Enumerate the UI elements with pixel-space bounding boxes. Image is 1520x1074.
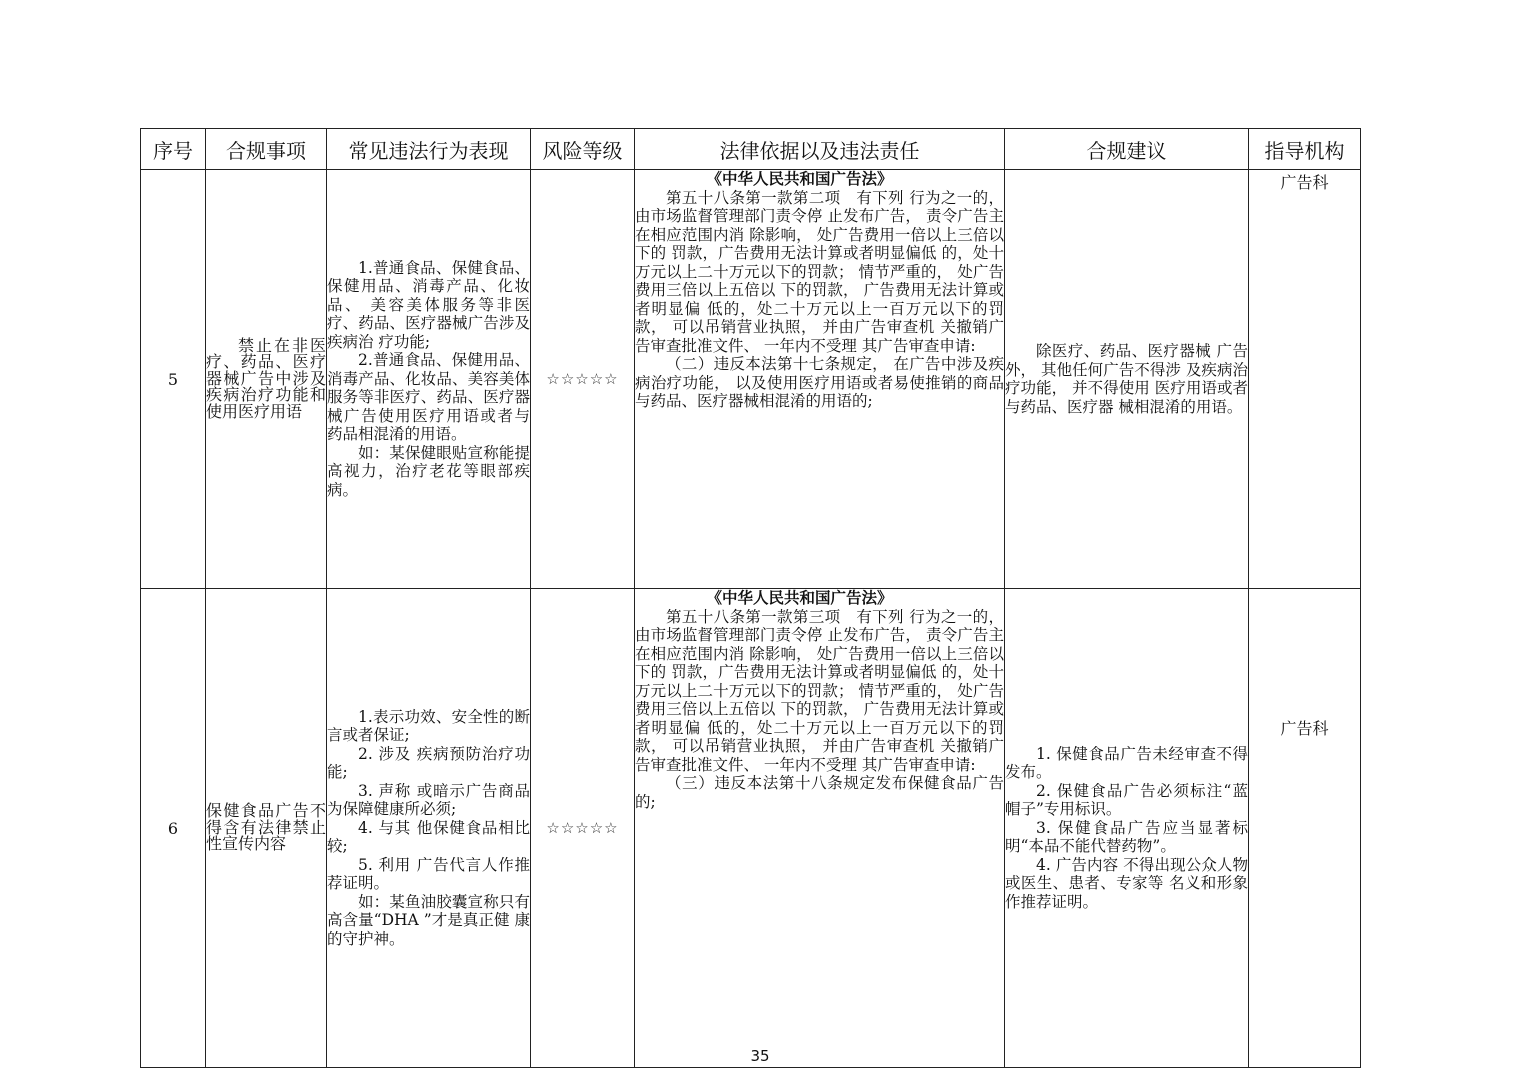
advice-item: 2. 保健食品广告必须标注“蓝帽子”专用标识。 xyxy=(1005,781,1248,819)
table-row xyxy=(141,170,1361,589)
header-compliance-advice: 合规建议 xyxy=(1005,129,1249,170)
advice-item: 3. 保健食品广告应当显著标明“本品不能代替药物”。 xyxy=(1005,818,1248,856)
risk-stars: ☆☆☆☆☆ xyxy=(531,589,635,1068)
advice-item: 除医疗、药品、医疗器械 广告外， 其他任何广告不得涉 及疾病治疗功能， 并不得使用 医疗用语或者与药品、医疗器 械相混淆的用语。 xyxy=(1005,342,1248,416)
row-legal-basis xyxy=(635,589,1005,1068)
header-risk-level: 风险等级 xyxy=(531,129,635,170)
violation-item: 2.普通食品、保健用品、 消毒产品、化妆品、美容美体 服务等非医疗、药品、医疗器 械广告使用医疗用语或者与 药品相混淆的用语。 xyxy=(327,351,530,444)
row-legal-basis xyxy=(635,170,1005,589)
header-legal-basis: 法律依据以及违法责任 xyxy=(635,129,1005,170)
law-paragraph: （二）违反本法第十七条规定， 在广告中涉及疾病治疗功能， 以及使用医疗用语或者易使推销的商品与药品、医疗器械相混淆的用语的; xyxy=(635,355,1004,410)
compliance-item-text: 禁止在非医疗、药品、医疗器械广告中涉及疾病治疗功能和使用医疗用语 xyxy=(206,335,326,421)
law-title: 《中华人民共和国广告法》 xyxy=(706,588,893,607)
header-compliance-item: 合规事项 xyxy=(206,129,327,170)
law-paragraph: 第五十八条第一款第三项 有下列 行为之一的， 由市场监督管理部门责令停 止发布广告， 责令广告主在相应范围内消 除影响， 处广告费用一倍以上三倍以下的 罚款，广告费用无法计算或者明显偏低 的，处十万元以上二十万元以下的罚款； 情节严重的， 处广告费用三倍以上五倍以 下的罚款， 广告费用无法计算或者明显偏 低的，处二十万元以上一百万元以下的罚 款， 可以吊销营业执照， 并由广告审查机 关撤销广告审查批准文件、 一年内不受理 其广告审查申请: xyxy=(635,607,1004,774)
row-compliance-item xyxy=(206,589,327,1068)
compliance-table xyxy=(140,128,1361,1068)
table-row xyxy=(141,589,1361,1068)
row-seq: 5 xyxy=(141,170,206,589)
compliance-item-text: 保健食品广告不得含有法律禁止性宣传内容 xyxy=(206,801,326,854)
violation-item: 2. 涉及 疾病预防治疗功 能; xyxy=(327,744,530,782)
table-header xyxy=(141,129,1361,170)
violation-example: 如：某保健眼贴宣称能提 高视力，治疗老花等眼部疾 病。 xyxy=(327,443,530,499)
law-title: 《中华人民共和国广告法》 xyxy=(706,169,893,188)
page-number: 35 xyxy=(750,1047,770,1065)
header-seq: 序号 xyxy=(141,129,206,170)
row-violations xyxy=(327,170,531,589)
row-agency: 广告科 xyxy=(1249,170,1361,589)
row-advice xyxy=(1005,170,1249,589)
advice-item: 1. 保健食品广告未经审查不得发布。 xyxy=(1005,744,1248,782)
violation-item: 5. 利用 广告代言人作推 荐证明。 xyxy=(327,855,530,893)
violation-item: 3. 声称 或暗示广告商品 为保障健康所必须; xyxy=(327,781,530,819)
advice-item: 4. 广告内容 不得出现公众人物或医生、患者、专家等 名义和形象作推荐证明。 xyxy=(1005,855,1248,911)
row-advice xyxy=(1005,589,1249,1068)
violation-item: 4. 与其 他保健食品相比 较; xyxy=(327,818,530,856)
law-paragraph: 第五十八条第一款第二项 有下列 行为之一的， 由市场监督管理部门责令停 止发布广告， 责令广告主在相应范围内消 除影响， 处广告费用一倍以上三倍以下的 罚款，广告费用无法计算或者明显偏低 的，处十万元以上二十万元以下的罚款； 情节严重的， 处广告费用三倍以上五倍以 下的罚款， 广告费用无法计算或者明显偏 低的，处二十万元以上一百万元以下的罚 款， 可以吊销营业执照， 并由广告审查机 关撤销广告审查批准文件、 一年内不受理 其广告审查申请: xyxy=(635,188,1004,355)
violation-item: 1.表示功效、安全性的断 言或者保证; xyxy=(327,707,530,745)
header-guiding-agency: 指导机构 xyxy=(1249,129,1361,170)
row-compliance-item xyxy=(206,170,327,589)
risk-stars: ☆☆☆☆☆ xyxy=(531,170,635,589)
law-paragraph: （三）违反本法第十八条规定发布保健食品广告的; xyxy=(635,774,1004,811)
row-seq: 6 xyxy=(141,589,206,1068)
violation-example: 如：某鱼油胶囊宣称只有 高含量“DHA ”才是真正健 康的守护神。 xyxy=(327,892,530,948)
header-common-violations: 常见违法行为表现 xyxy=(327,129,531,170)
row-violations xyxy=(327,589,531,1068)
row-agency: 广告科 xyxy=(1249,589,1361,1068)
violation-item: 1.普通食品、保健食品、 保健用品、消毒产品、化妆品、 美容美体服务等非医疗、药品、医疗器械广告涉及疾病治 疗功能; xyxy=(327,258,530,351)
